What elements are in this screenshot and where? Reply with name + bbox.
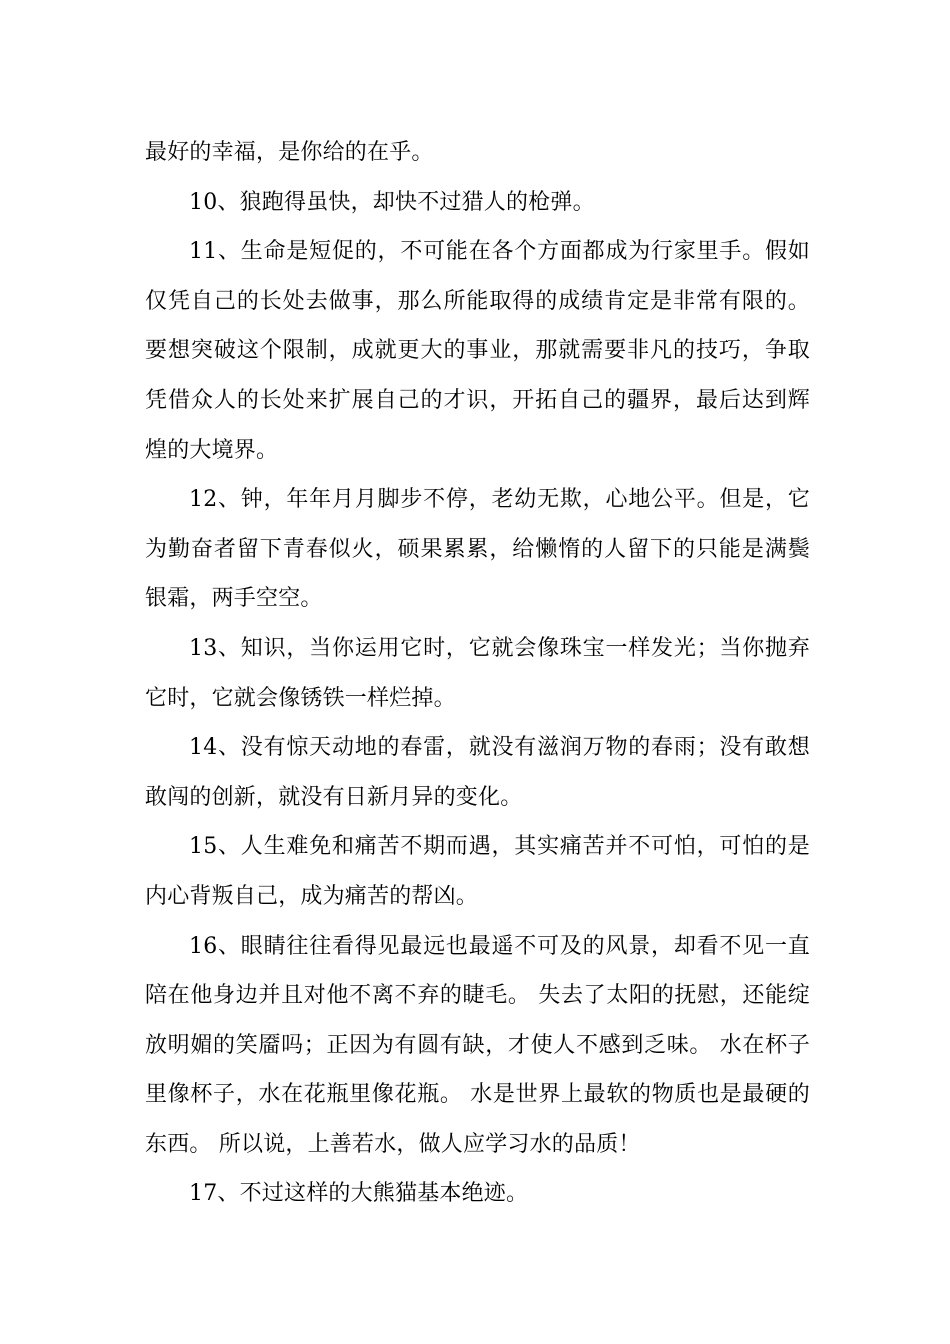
paragraph-17: 17、不过这样的大熊猫基本绝迹。 xyxy=(189,1181,529,1207)
paragraph-continuation: 最好的幸福，是你给的在乎。 xyxy=(145,140,434,165)
paragraph-10: 10、狼跑得虽快，却快不过猎人的枪弹。 xyxy=(189,189,595,215)
paragraph-16: 16、眼睛往往看得见最远也最遥不可及的风景，却看不见一直陪在他身边并且对他不离不弃的睫毛。 失去了太阳的抚慰，还能绽放明媚的笑靥吗；正因为有圆有缺，才使人不感到乏味。 水在杯子里像杯子，水在花瓶里像花瓶。 水是世界上最软的物质也是最硬的东西。 所以说，上善若水，做人应学习水的品质！ xyxy=(145,933,810,1157)
paragraph-13: 13、知识，当你运用它时，它就会像珠宝一样发光；当你抛弃它时，它就会像锈铁一样烂掉。 xyxy=(145,635,810,711)
document-body xyxy=(145,128,810,1219)
paragraph-11: 11、生命是短促的，不可能在各个方面都成为行家里手。假如仅凭自己的长处去做事，那么所能取得的成绩肯定是非常有限的。要想突破这个限制，成就更大的事业，那就需要非凡的技巧，争取凭借众人的长处来扩展自己的才识，开拓自己的疆界，最后达到辉煌的大境界。 xyxy=(145,239,810,463)
paragraph-15: 15、人生难免和痛苦不期而遇，其实痛苦并不可怕，可怕的是内心背叛自己，成为痛苦的帮凶。 xyxy=(145,834,810,909)
paragraph-12: 12、钟，年年月月脚步不停，老幼无欺，心地公平。但是，它为勤奋者留下青春似火，硕果累累，给懒惰的人留下的只能是满鬓银霜，两手空空。 xyxy=(145,487,810,612)
paragraph-14: 14、没有惊天动地的春雷，就没有滋润万物的春雨；没有敢想敢闯的创新，就没有日新月异的变化。 xyxy=(145,735,810,810)
